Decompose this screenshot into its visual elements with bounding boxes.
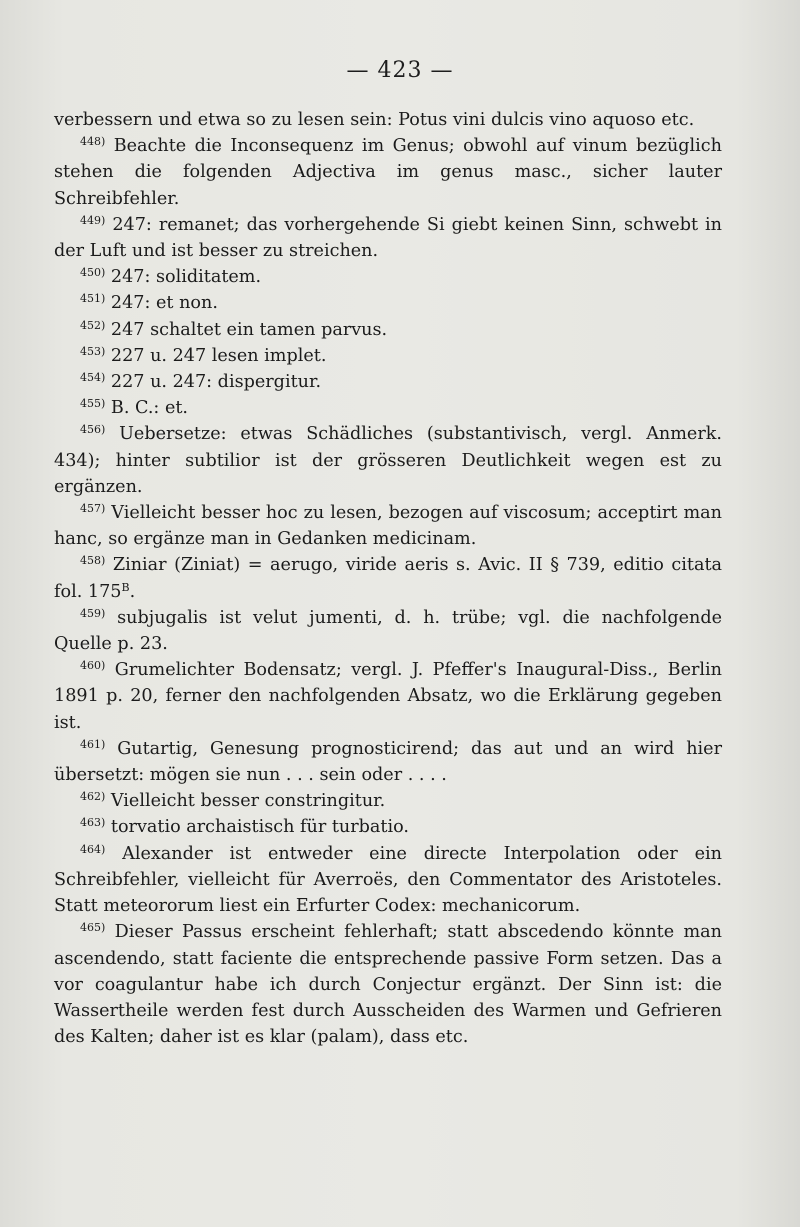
footnote-456 <box>54 421 722 500</box>
footnote-text: 227 u. 247 lesen implet. <box>110 345 327 366</box>
footnote-453 <box>54 343 722 369</box>
footnote-text: Beachte die Inconsequenz im Genus; obwohl auf vinum bezüglich stehen die folgenden Adjectiva im genus masc., sicher lauter Schreibfehler. <box>54 136 722 209</box>
footnote-text: Vielleicht besser hoc zu lesen, bezogen auf viscosum; acceptirt man hanc, so ergänze man in Gedanken medicinam. <box>54 503 722 550</box>
footnote-text: 247: et non. <box>110 293 218 314</box>
footnote-text: B. C.: et. <box>110 398 189 419</box>
footnote-463 <box>54 814 722 840</box>
footnote-text: Alexander ist entweder eine directe Interpolation oder ein Schreibfehler, vielleicht für Averroës, den Commentator des Aristoteles. Statt meteororum liest ein Erfurter Codex: mechanicorum. <box>54 843 723 917</box>
footnote-marker: 456) <box>80 423 106 437</box>
footnote-marker: 455) <box>80 397 106 411</box>
footnote-450 <box>54 264 722 290</box>
footnote-464 <box>54 841 722 920</box>
footnote-marker: 458) <box>80 554 106 568</box>
footnote-448 <box>54 133 722 212</box>
page-number: — 423 — <box>346 58 454 83</box>
footnote-text: Grumelichter Bodensatz; vergl. J. Pfeffer's Inaugural-Diss., Berlin 1891 p. 20, ferner den nachfolgenden Absatz, wo die Erklärung gegeben ist. <box>54 660 723 733</box>
footnote-text: 247: remanet; das vorhergehende Si giebt keinen Sinn, schwebt in der Luft und ist besser zu streichen. <box>54 214 723 262</box>
footnote-marker: 462) <box>80 790 106 804</box>
footnote-465 <box>54 919 722 1050</box>
footnote-marker: 463) <box>80 816 106 830</box>
footnote-451 <box>54 290 722 316</box>
footnotes-text <box>54 107 722 1050</box>
footnote-462 <box>54 788 722 814</box>
footnote-460 <box>54 657 722 736</box>
footnote-marker: 465) <box>80 921 106 935</box>
footnote-marker: 451) <box>80 292 106 306</box>
footnote-marker: 459) <box>80 606 106 620</box>
footnote-text: Gutartig, Genesung prognosticirend; das aut und an wird hier übersetzt: mögen sie nun . . . sein oder . . . . <box>54 738 722 786</box>
footnote-text: 247: soliditatem. <box>110 267 262 288</box>
footnote-marker: 461) <box>80 737 106 751</box>
footnote-449 <box>54 212 722 264</box>
footnote-marker: 449) <box>80 213 106 227</box>
footnote-text: subjugalis ist velut jumenti, d. h. trübe; vgl. die nachfolgende Quelle p. 23. <box>54 607 723 655</box>
superscript-b: B <box>121 580 130 594</box>
footnote-marker: 460) <box>80 659 106 673</box>
footnote-455 <box>54 395 722 421</box>
footnote-text: Dieser Passus erscheint fehlerhaft; statt abscedendo könnte man ascendendo, statt faciente die entsprechende passive Form setzen. Das a vor coagulantur habe ich durch Conjectur ergänzt. Der Sinn ist: die Wassertheile werden fest durch Ausscheiden des Warmen und Gefrieren des Kalten; daher ist es klar (palam), dass etc. <box>54 922 722 1048</box>
intro-paragraph: verbessern und etwa so zu lesen sein: Potus vini dulcis vino aquoso etc. <box>54 110 695 130</box>
footnote-457 <box>54 500 722 552</box>
footnote-text: Vielleicht besser constringitur. <box>110 791 386 812</box>
footnote-text: torvatio archaistisch für turbatio. <box>110 817 409 838</box>
footnote-458 <box>54 552 722 604</box>
footnote-461 <box>54 736 722 788</box>
footnote-text: 227 u. 247: dispergitur. <box>110 372 322 393</box>
footnote-marker: 450) <box>80 266 106 280</box>
footnote-459 <box>54 605 722 657</box>
footnote-marker: 454) <box>80 371 106 385</box>
footnote-text: 247 schaltet ein tamen parvus. <box>110 319 388 340</box>
footnote-marker: 457) <box>80 502 106 516</box>
footnote-marker: 453) <box>80 344 106 358</box>
footnote-452 <box>54 317 722 343</box>
footnote-text: Ziniar (Ziniat) = aerugo, viride aeris s. Avic. II § 739, editio citata fol. 175 <box>54 555 723 602</box>
footnote-trailing-punctuation: . <box>129 581 136 602</box>
footnote-marker: 448) <box>80 135 106 149</box>
footnote-454 <box>54 369 722 395</box>
footnote-marker: 452) <box>80 318 106 332</box>
footnote-marker: 464) <box>80 842 106 856</box>
footnote-text: Uebersetze: etwas Schädliches (substantivisch, vergl. Anmerk. 434); hinter subtilior ist der grösseren Deutlichkeit wegen est zu ergänzen. <box>54 424 722 497</box>
